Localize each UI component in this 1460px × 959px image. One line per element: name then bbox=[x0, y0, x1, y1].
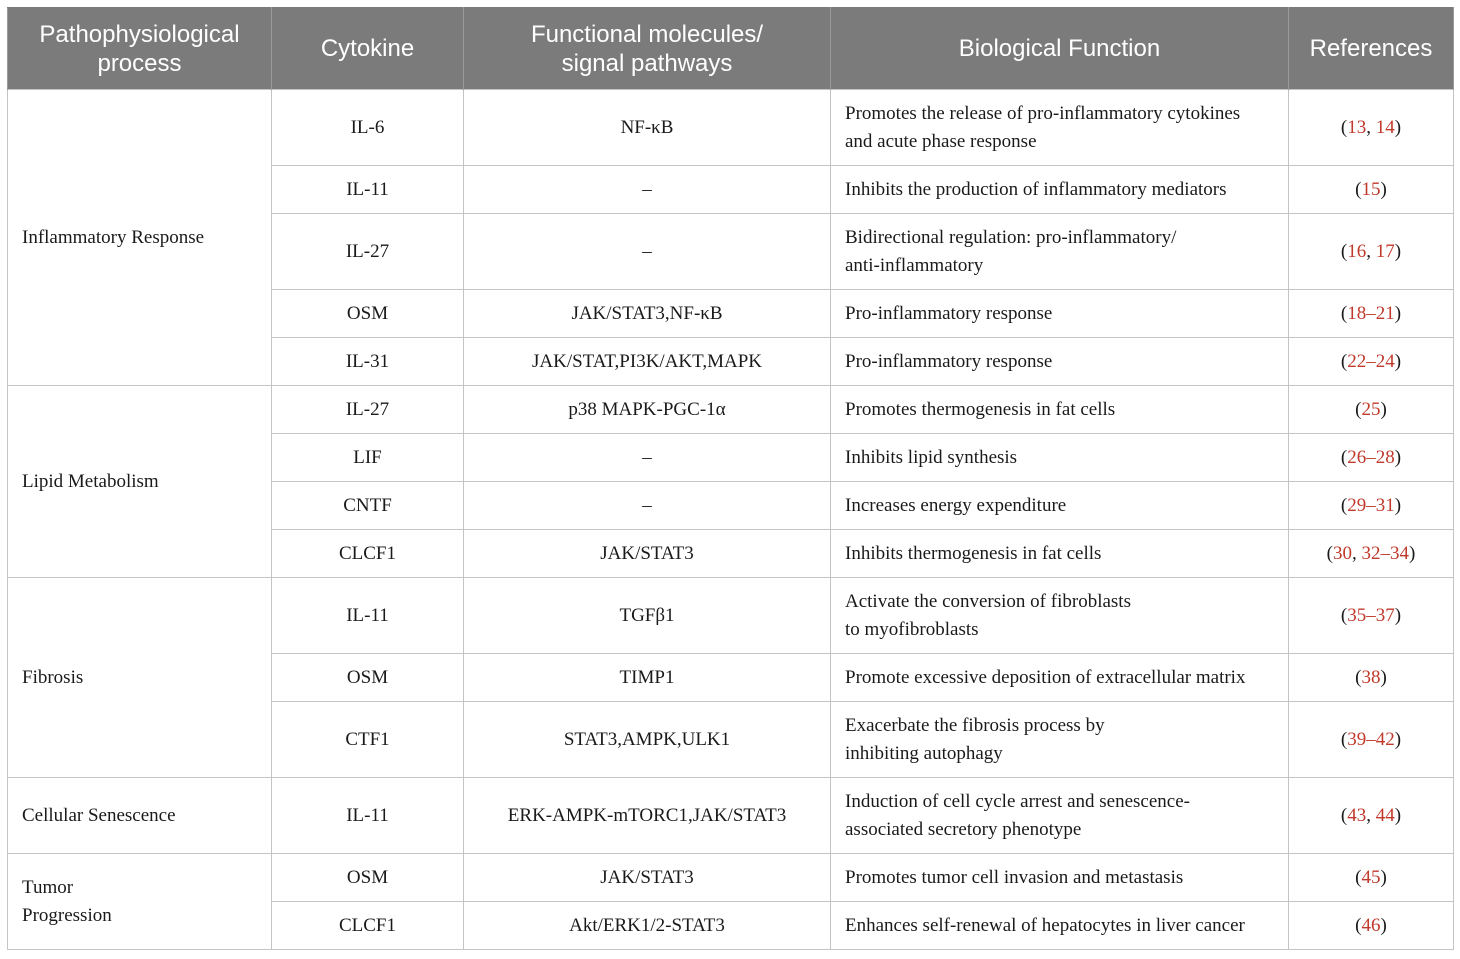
function-line2: and acute phase response bbox=[845, 130, 1037, 152]
function-line1: Activate the conversion of fibroblasts bbox=[845, 590, 1131, 612]
reference-link[interactable]: 25 bbox=[1361, 398, 1381, 420]
pathway-cell: – bbox=[464, 482, 831, 530]
function-line2: to myofibroblasts bbox=[845, 618, 979, 640]
pathway-cell: Akt/ERK1/2-STAT3 bbox=[464, 902, 831, 950]
function-cell bbox=[831, 166, 1289, 214]
references-cell: (22–24) bbox=[1289, 338, 1454, 386]
function-cell bbox=[831, 654, 1289, 702]
cytokine-cell: CLCF1 bbox=[272, 902, 464, 950]
function-line1: Inhibits lipid synthesis bbox=[845, 446, 1018, 468]
header-references: References bbox=[1289, 8, 1454, 90]
function-line1: Inhibits the production of inflammatory mediators bbox=[845, 178, 1227, 200]
reference-link[interactable]: 26–28 bbox=[1347, 446, 1395, 468]
function-line1: Inhibits thermogenesis in fat cells bbox=[845, 542, 1102, 564]
function-cell bbox=[831, 90, 1289, 166]
references-cell: (45) bbox=[1289, 854, 1454, 902]
function-cell bbox=[831, 482, 1289, 530]
header-functional-molecules bbox=[464, 8, 831, 90]
function-line1: Promotes thermogenesis in fat cells bbox=[845, 398, 1116, 420]
reference-link[interactable]: 29–31 bbox=[1347, 494, 1395, 516]
process-cell bbox=[8, 778, 272, 854]
cytokine-cell: CTF1 bbox=[272, 702, 464, 778]
references-cell: (16, 17) bbox=[1289, 214, 1454, 290]
table-row bbox=[8, 854, 1454, 902]
function-line2: inhibiting autophagy bbox=[845, 742, 1003, 764]
cytokine-cell: OSM bbox=[272, 854, 464, 902]
table-container bbox=[7, 7, 1454, 950]
references-cell: (15) bbox=[1289, 166, 1454, 214]
reference-link[interactable]: 30 bbox=[1333, 542, 1352, 564]
reference-link[interactable]: 46 bbox=[1361, 914, 1381, 936]
process-label-line2: Progression bbox=[22, 904, 112, 926]
table-row bbox=[8, 386, 1454, 434]
header-molecules-line1: Functional molecules/ bbox=[530, 20, 764, 48]
header-process-line1: Pathophysiological bbox=[39, 20, 240, 48]
header-row bbox=[8, 8, 1454, 90]
reference-link[interactable]: 14 bbox=[1375, 116, 1395, 138]
reference-link[interactable]: 18–21 bbox=[1347, 302, 1395, 324]
function-line1: Pro-inflammatory response bbox=[845, 302, 1053, 324]
references-cell: (18–21) bbox=[1289, 290, 1454, 338]
reference-link[interactable]: 13 bbox=[1347, 116, 1367, 138]
references-cell: (30, 32–34) bbox=[1289, 530, 1454, 578]
pathway-cell: JAK/STAT3 bbox=[464, 854, 831, 902]
cytokine-cell: CNTF bbox=[272, 482, 464, 530]
reference-link[interactable]: 43 bbox=[1347, 804, 1367, 826]
cytokine-cell: OSM bbox=[272, 654, 464, 702]
process-label: Fibrosis bbox=[22, 666, 84, 688]
pathway-cell: JAK/STAT,PI3K/AKT,MAPK bbox=[464, 338, 831, 386]
function-line1: Promotes the release of pro-inflammatory cytokines bbox=[845, 102, 1241, 124]
function-line2: anti-inflammatory bbox=[845, 254, 984, 276]
pathway-cell: – bbox=[464, 214, 831, 290]
pathway-cell: – bbox=[464, 434, 831, 482]
function-line1: Pro-inflammatory response bbox=[845, 350, 1053, 372]
cytokine-cell: CLCF1 bbox=[272, 530, 464, 578]
reference-link[interactable]: 16 bbox=[1347, 240, 1367, 262]
function-line1: Enhances self-renewal of hepatocytes in liver cancer bbox=[845, 914, 1245, 936]
function-cell bbox=[831, 530, 1289, 578]
function-cell bbox=[831, 214, 1289, 290]
function-cell bbox=[831, 434, 1289, 482]
reference-link[interactable]: 38 bbox=[1361, 666, 1381, 688]
references-cell: (38) bbox=[1289, 654, 1454, 702]
pathway-cell: NF-κB bbox=[464, 90, 831, 166]
function-line1: Promotes tumor cell invasion and metastasis bbox=[845, 866, 1184, 888]
cytokine-cell: IL-27 bbox=[272, 386, 464, 434]
function-cell bbox=[831, 854, 1289, 902]
process-cell bbox=[8, 386, 272, 578]
reference-link[interactable]: 39–42 bbox=[1347, 728, 1395, 750]
table-row bbox=[8, 90, 1454, 166]
process-label: Cellular Senescence bbox=[22, 804, 176, 826]
cytokine-cell: IL-31 bbox=[272, 338, 464, 386]
cytokine-cell: IL-11 bbox=[272, 166, 464, 214]
process-label: Lipid Metabolism bbox=[22, 470, 159, 492]
cytokine-table bbox=[7, 7, 1454, 950]
cytokine-cell: IL-11 bbox=[272, 778, 464, 854]
function-cell bbox=[831, 338, 1289, 386]
function-cell bbox=[831, 578, 1289, 654]
function-line1: Promote excessive deposition of extracellular matrix bbox=[845, 666, 1246, 688]
process-cell bbox=[8, 90, 272, 386]
cytokine-cell: LIF bbox=[272, 434, 464, 482]
function-cell bbox=[831, 902, 1289, 950]
pathway-cell: – bbox=[464, 166, 831, 214]
pathway-cell: JAK/STAT3,NF-κB bbox=[464, 290, 831, 338]
function-cell bbox=[831, 778, 1289, 854]
header-process-line2: process bbox=[97, 49, 182, 77]
table-row bbox=[8, 778, 1454, 854]
process-cell bbox=[8, 578, 272, 778]
references-cell: (13, 14) bbox=[1289, 90, 1454, 166]
references-cell: (25) bbox=[1289, 386, 1454, 434]
function-line1: Increases energy expenditure bbox=[845, 494, 1067, 516]
references-cell: (26–28) bbox=[1289, 434, 1454, 482]
function-line1: Exacerbate the fibrosis process by bbox=[845, 714, 1105, 736]
references-cell: (35–37) bbox=[1289, 578, 1454, 654]
process-label: Inflammatory Response bbox=[22, 226, 205, 248]
pathway-cell: STAT3,AMPK,ULK1 bbox=[464, 702, 831, 778]
header-cytokine: Cytokine bbox=[272, 8, 464, 90]
pathway-cell: ERK-AMPK-mTORC1,JAK/STAT3 bbox=[464, 778, 831, 854]
references-cell: (43, 44) bbox=[1289, 778, 1454, 854]
references-cell: (39–42) bbox=[1289, 702, 1454, 778]
reference-link[interactable]: 35–37 bbox=[1347, 604, 1395, 626]
header-pathophysiological-process bbox=[8, 8, 272, 90]
reference-link[interactable]: 17 bbox=[1375, 240, 1395, 262]
header-molecules-line2: signal pathways bbox=[561, 49, 733, 77]
function-line1: Induction of cell cycle arrest and senescence- bbox=[845, 790, 1190, 812]
function-line1: Bidirectional regulation: pro-inflammatory/ bbox=[845, 226, 1177, 248]
pathway-cell: p38 MAPK-PGC-1α bbox=[464, 386, 831, 434]
reference-link[interactable]: 22–24 bbox=[1347, 350, 1395, 372]
function-cell bbox=[831, 702, 1289, 778]
header-biological-function: Biological Function bbox=[831, 8, 1289, 90]
table-row bbox=[8, 578, 1454, 654]
reference-link[interactable]: 44 bbox=[1375, 804, 1395, 826]
cytokine-cell: IL-27 bbox=[272, 214, 464, 290]
pathway-cell: JAK/STAT3 bbox=[464, 530, 831, 578]
reference-link[interactable]: 32–34 bbox=[1361, 542, 1409, 564]
function-cell bbox=[831, 386, 1289, 434]
pathway-cell: TIMP1 bbox=[464, 654, 831, 702]
references-cell: (29–31) bbox=[1289, 482, 1454, 530]
function-line2: associated secretory phenotype bbox=[845, 818, 1082, 840]
reference-link[interactable]: 15 bbox=[1361, 178, 1381, 200]
function-cell bbox=[831, 290, 1289, 338]
process-cell bbox=[8, 854, 272, 950]
table-body bbox=[8, 90, 1454, 950]
cytokine-cell: IL-6 bbox=[272, 90, 464, 166]
pathway-cell: TGFβ1 bbox=[464, 578, 831, 654]
references-cell: (46) bbox=[1289, 902, 1454, 950]
cytokine-cell: IL-11 bbox=[272, 578, 464, 654]
reference-link[interactable]: 45 bbox=[1361, 866, 1381, 888]
cytokine-cell: OSM bbox=[272, 290, 464, 338]
process-label-line1: Tumor bbox=[22, 876, 74, 898]
